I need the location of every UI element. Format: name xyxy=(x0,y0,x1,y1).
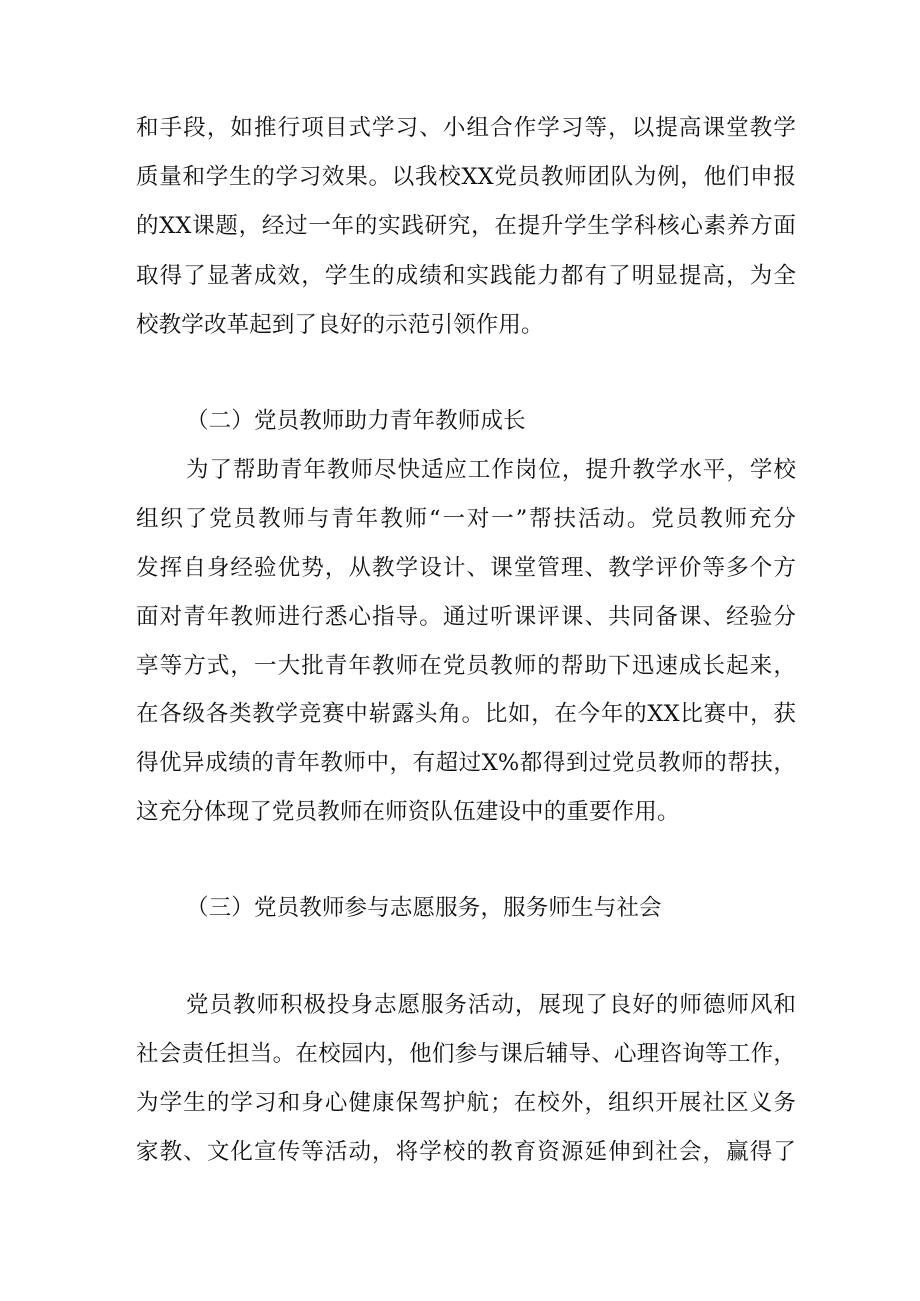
paragraph-1-line-4: 取得了显著成效，学生的成绩和实践能力都有了明显提高，为全 xyxy=(136,263,796,289)
paragraph-2-line-6: 在各级各类教学竞赛中崭露头角。比如，在今年的XX比赛中，获 xyxy=(136,701,796,727)
section-heading-3: （三）党员教师参与志愿服务，服务师生与社会 xyxy=(186,895,662,921)
paragraph-3-line-1: 党员教师积极投身志愿服务活动，展现了良好的师德师风和 xyxy=(186,992,796,1018)
paragraph-2-line-4: 面对青年教师进行悉心指导。通过听课评课、共同备课、经验分 xyxy=(136,604,796,630)
paragraph-2-line-3: 发挥自身经验优势，从教学设计、课堂管理、教学评价等多个方 xyxy=(136,555,796,581)
paragraph-1-line-2: 质量和学生的学习效果。以我校XX党员教师团队为例，他们申报 xyxy=(136,164,796,190)
paragraph-2-line-5: 享等方式，一大批青年教师在党员教师的帮助下迅速成长起来， xyxy=(136,653,796,679)
paragraph-1-line-3: 的XX课题，经过一年的实践研究，在提升学生学科核心素养方面 xyxy=(136,213,796,239)
paragraph-3-line-2: 社会责任担当。在校园内，他们参与课后辅导、心理咨询等工作， xyxy=(136,1041,796,1067)
paragraph-2-line-7: 得优异成绩的青年教师中，有超过X%都得到过党员教师的帮扶， xyxy=(136,750,796,776)
paragraph-2-line-8: 这充分体现了党员教师在师资队伍建设中的重要作用。 xyxy=(136,799,680,825)
paragraph-3-line-4: 家教、文化宣传等活动，将学校的教育资源延伸到社会，赢得了 xyxy=(136,1139,796,1165)
paragraph-2-line-1: 为了帮助青年教师尽快适应工作岗位，提升教学水平，学校 xyxy=(186,457,796,483)
paragraph-3-line-3: 为学生的学习和身心健康保驾护航；在校外，组织开展社区义务 xyxy=(136,1090,796,1116)
section-heading-2: （二）党员教师助力青年教师成长 xyxy=(186,408,526,434)
paragraph-2-line-2: 组织了党员教师与青年教师“一对一”帮扶活动。党员教师充分 xyxy=(136,506,796,532)
paragraph-1-line-5: 校教学改革起到了良好的示范引领作用。 xyxy=(136,312,544,338)
paragraph-1-line-1: 和手段，如推行项目式学习、小组合作学习等，以提高课堂教学 xyxy=(136,115,796,141)
